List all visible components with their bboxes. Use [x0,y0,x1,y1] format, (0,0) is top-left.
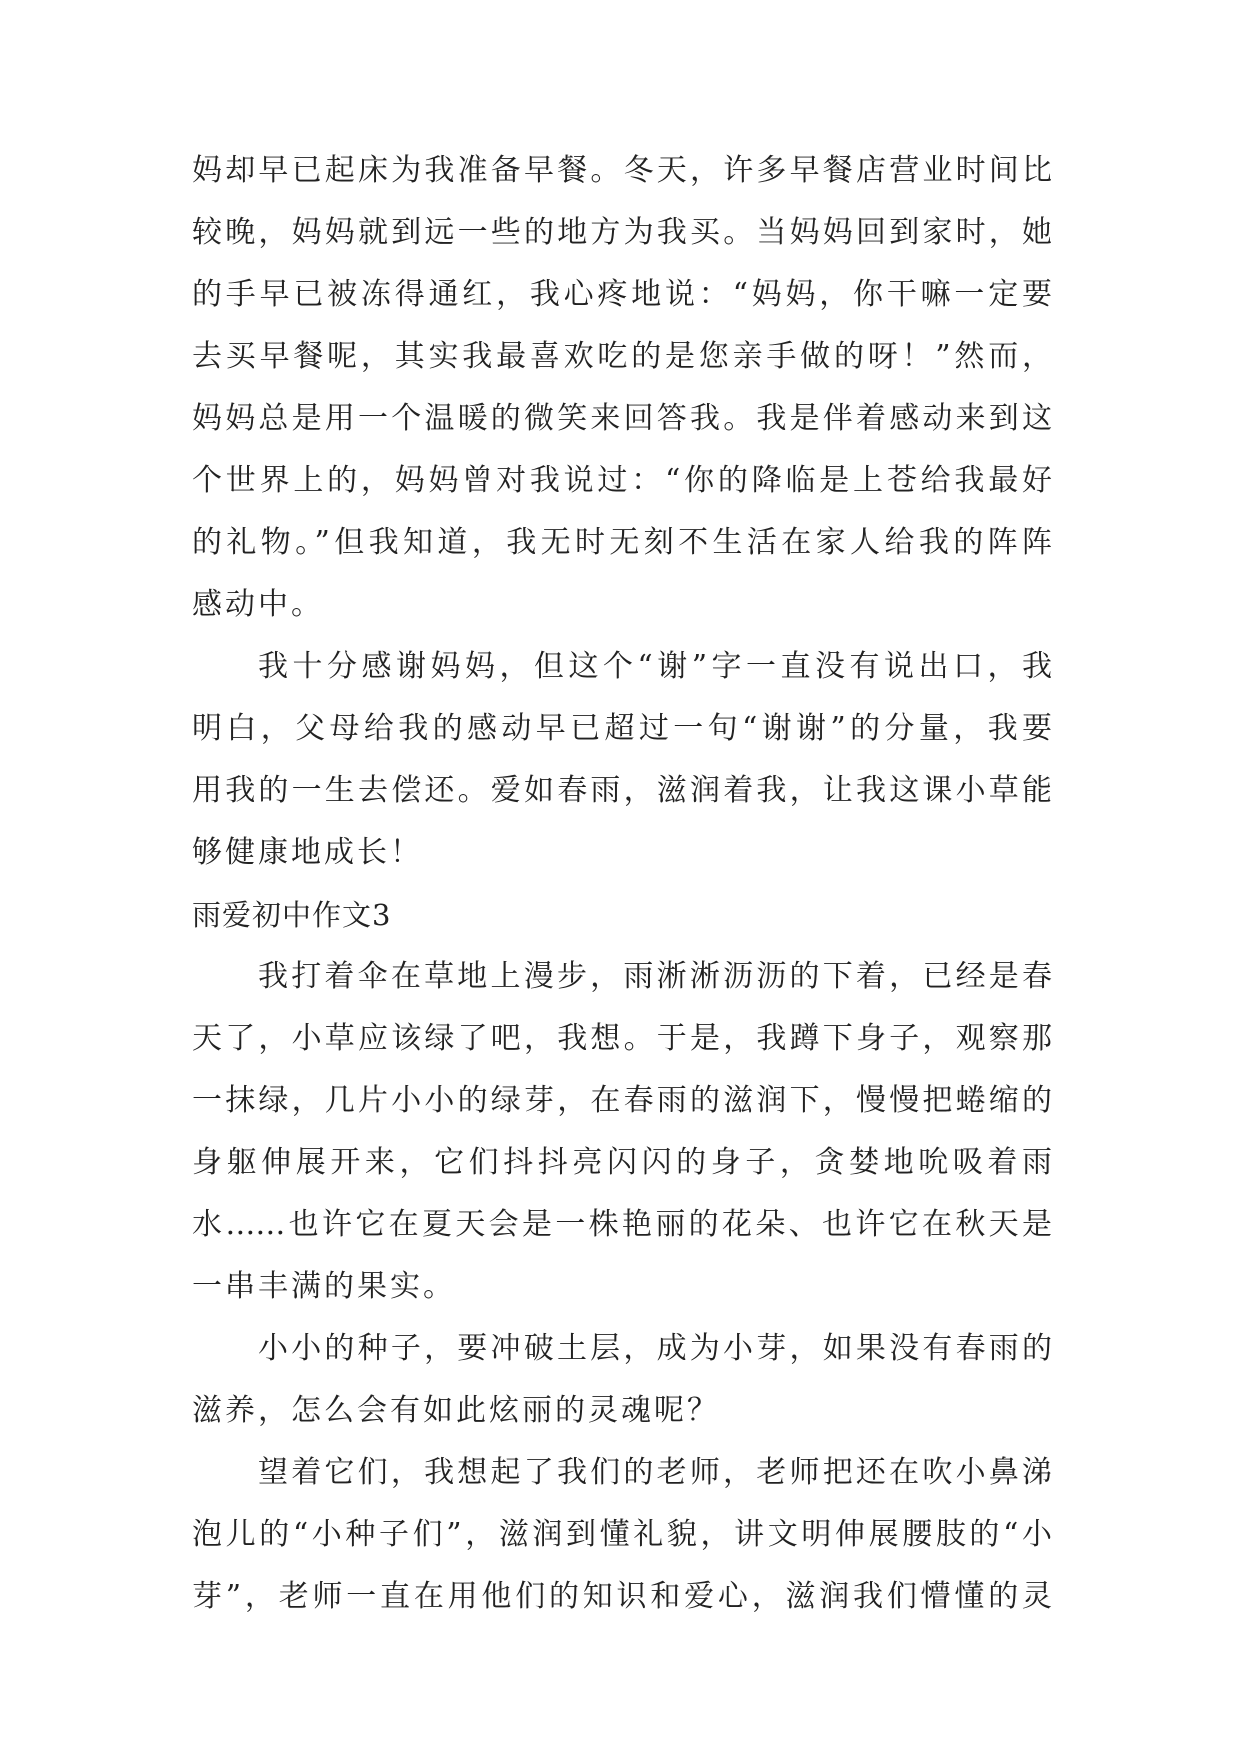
text-line: 的礼物。”但我知道，我无时无刻不生活在家人给我的阵阵 [192,525,1052,560]
document-body [192,140,1052,1628]
text-line: 的手早已被冻得通红，我心疼地说：“妈妈，你干嘛一定要 [192,277,1052,312]
text-line: 泡儿的“小种子们”，滋润到懂礼貌，讲文明伸展腰肢的“小 [192,1517,1052,1552]
text-line: 芽”，老师一直在用他们的知识和爱心，滋润我们懵懂的灵 [192,1579,1052,1614]
text-line: 滋养，怎么会有如此炫丽的灵魂呢？ [192,1393,720,1428]
text-line: 明白，父母给我的感动早已超过一句“谢谢”的分量，我要 [192,711,1052,746]
text-line: 水……也许它在夏天会是一株艳丽的花朵、也许它在秋天是 [192,1207,1052,1242]
text-line: 妈却早已起床为我准备早餐。冬天，许多早餐店营业时间比 [192,153,1052,188]
text-line: 感动中。 [192,587,324,622]
text-line: 身躯伸展开来，它们抖抖亮闪闪的身子，贪婪地吮吸着雨 [192,1145,1052,1180]
text-line: 我打着伞在草地上漫步，雨淅淅沥沥的下着，已经是春 [258,959,1052,994]
text-line: 够健康地成长！ [192,835,423,870]
text-line: 较晚，妈妈就到远一些的地方为我买。当妈妈回到家时，她 [192,215,1052,250]
text-line: 望着它们，我想起了我们的老师，老师把还在吹小鼻涕 [258,1455,1052,1490]
text-line: 天了，小草应该绿了吧，我想。于是，我蹲下身子，观察那 [192,1021,1052,1056]
text-line: 一串丰满的果实。 [192,1269,456,1304]
text-line: 去买早餐呢，其实我最喜欢吃的是您亲手做的呀！”然而， [192,339,1052,374]
text-line: 小小的种子，要冲破土层，成为小芽，如果没有春雨的 [258,1331,1052,1366]
text-line: 一抹绿，几片小小的绿芽，在春雨的滋润下，慢慢把蜷缩的 [192,1083,1052,1118]
text-line: 我十分感谢妈妈，但这个“谢”字一直没有说出口，我 [258,649,1052,684]
text-line: 妈妈总是用一个温暖的微笑来回答我。我是伴着感动来到这 [192,401,1052,436]
text-line: 个世界上的，妈妈曾对我说过：“你的降临是上苍给我最好 [192,463,1052,498]
text-line: 用我的一生去偿还。爱如春雨，滋润着我，让我这课小草能 [192,773,1052,808]
section-heading: 雨爱初中作文3 [192,898,392,932]
